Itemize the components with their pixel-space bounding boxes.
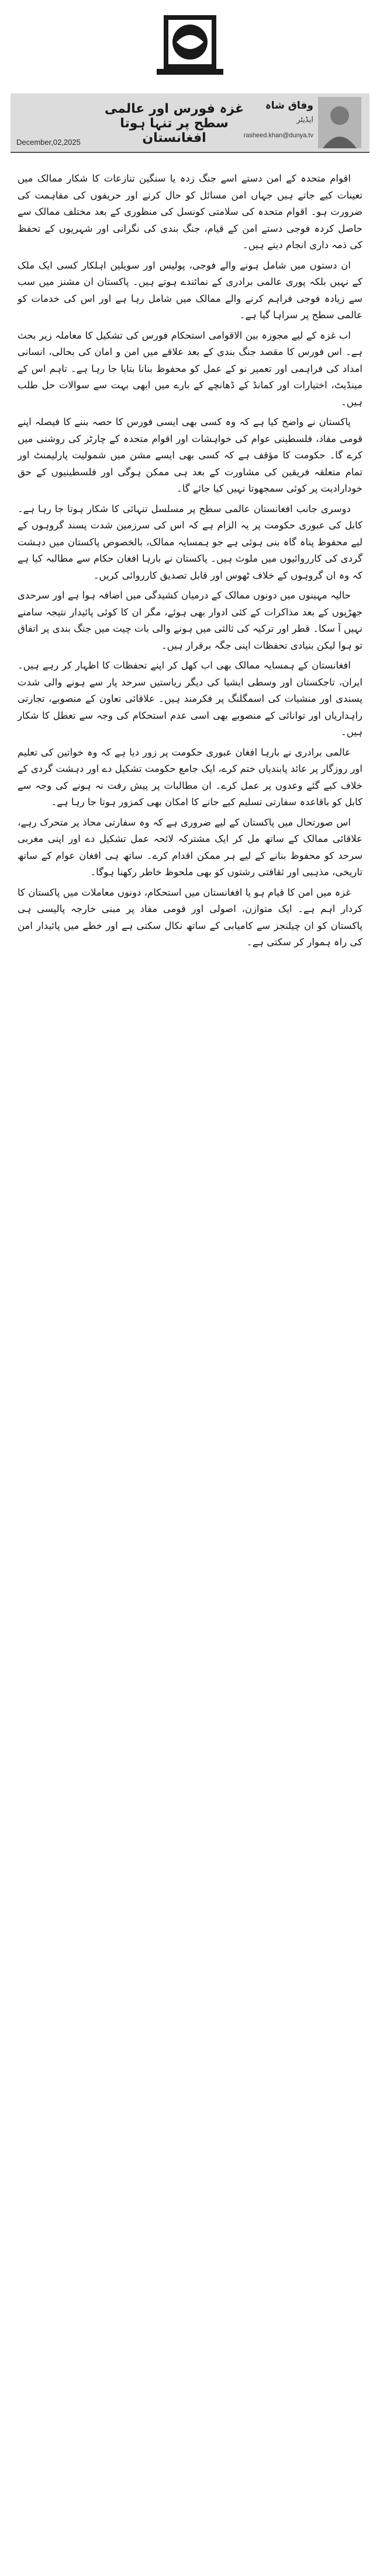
article-paragraph: عالمی برادری نے بارہا افغان عبوری حکومت پر زور دیا ہے کہ وہ خواتین کی تعلیم اور روزگار پر عائد پابندیاں ختم کرے، ایک جامع حکومت تشکیل دے اور دہشت گردی کے خلاف کیے گئے وعدوں پر عمل کرے۔ ان مطالبات پر پیش رفت نہ ہونے کی وجہ سے کابل کو باقاعدہ سفارتی تسلیم کیے جانے کا امکان بھی کمزور ہوتا جا رہا ہے۔ bbox=[18, 746, 362, 807]
author-role: ایڈیٹر bbox=[296, 116, 313, 124]
author-name: وفاق شاہ bbox=[265, 100, 313, 112]
article-paragraph: حالیہ مہینوں میں دونوں ممالک کے درمیان کشیدگی میں اضافہ ہوا ہے اور سرحدی جھڑپوں کے بعد مذاکرات کے کئی ادوار بھی ہوئے، مگر ان کا کوئی پائیدار نتیجہ سامنے نہیں آ سکا۔ قطر اور ترکیہ کی ثالثی میں ہونے والی بات چیت میں جنگ بندی پر اتفاق تو ہوا لیکن بنیادی تحفظات اپنی جگہ برقرار ہیں۔ bbox=[18, 590, 362, 651]
article-body bbox=[18, 170, 362, 955]
author-portrait-icon bbox=[318, 97, 361, 148]
author-email[interactable]: rasheed.khan@dunya.tv bbox=[243, 132, 313, 139]
article-paragraph: پاکستان نے واضح کیا ہے کہ وہ کسی بھی ایسی فورس کا حصہ بننے کا فیصلہ اپنے قومی مفاد، فلسطینی عوام کی خواہشات اور اقوام متحدہ کے چارٹر کی روشنی میں کرے گا۔ حکومت کا مؤقف ہے کہ کسی بھی ایسے مشن میں شمولیت پارلیمنٹ اور تمام متعلقہ فریقین کی مشاورت کے بعد ہی ممکن ہوگی اور فلسطینیوں کے حق خودارادیت پر کوئی سمجھوتا نہیں کیا جائے گا۔ bbox=[18, 416, 362, 494]
article-paragraph: ان دستوں میں شامل ہونے والے فوجی، پولیس اور سویلین اہلکار کسی ایک ملک کے نہیں بلکہ پوری عالمی برادری کے نمائندے ہوتے ہیں۔ پاکستان ان مشنز میں سب سے زیادہ فوجی فراہم کرنے والے ممالک میں شامل رہا ہے اور اس کی خدمات کو عالمی سطح پر سراہا گیا ہے۔ bbox=[18, 259, 362, 321]
publish-date: December,02,2025 bbox=[16, 138, 81, 147]
author-photo bbox=[318, 97, 361, 148]
article-paragraph: اب غزہ کے لیے مجوزہ بین الاقوامی استحکام فورس کی تشکیل کا معاملہ زیر بحث ہے۔ اس فورس کا مقصد جنگ بندی کے بعد علاقے میں امن و امان کی بحالی، انسانی امداد کی فراہمی اور تعمیر نو کے عمل کو محفوظ بنانا بتایا جا رہا ہے۔ تاہم اس کے مینڈیٹ، اختیارات اور کمانڈ کے ڈھانچے کے بارے میں ابھی بہت سے سوالات حل طلب ہیں۔ bbox=[18, 329, 362, 408]
article-paragraph: غزہ میں امن کا قیام ہو یا افغانستان میں استحکام، دونوں معاملات میں پاکستان کا کردار اہم ہے۔ ایک متوازن، اصولی اور قومی مفاد پر مبنی خارجہ پالیسی ہی پاکستان کو ان چیلنجز سے کامیابی کے ساتھ نکال سکتی ہے اور خطے میں پائیدار امن کی راہ ہموار کر سکتی ہے۔ bbox=[18, 886, 362, 948]
dunya-logo-icon bbox=[146, 11, 234, 81]
newspaper-logo bbox=[140, 5, 240, 86]
article-paragraph: اقوام متحدہ کے امن دستے اسے جنگ زدہ یا سنگین تنازعات کا شکار ممالک میں تعینات کیے جاتے ہیں جہاں امن مسائل کو حال کرنے اور حریفوں کی مفاہمت کی ضرورت ہو۔ اقوام متحدہ کی سلامتی کونسل کی منظوری کے بعد مختلف ممالک سے حاصل کردہ فوجی دستے امن کے قیام، جنگ بندی کی نگرانی اور شہریوں کے تحفظ کی ذمہ داری انجام دیتے ہیں۔ bbox=[18, 173, 362, 250]
article-banner bbox=[11, 93, 369, 153]
article-headline: غزہ فورس اور عالمی سطح پر تنہا ہوتا افغانستان bbox=[104, 102, 244, 145]
masthead bbox=[0, 0, 380, 158]
article-paragraph: افغانستان کے ہمسایہ ممالک بھی اب کھل کر اپنے تحفظات کا اظہار کر رہے ہیں۔ ایران، تاجکستان اور وسطی ایشیا کی دیگر ریاستیں سرحد پار سے ہونے والی شدت پسندی اور منشیات کی اسمگلنگ پر فکرمند ہیں۔ علاقائی تعاون کے منصوبے، تجارتی راہداریاں اور توانائی کے منصوبے بھی اسی عدم استحکام کی وجہ سے تعطل کا شکار ہیں۔ bbox=[18, 660, 362, 737]
article-paragraph: دوسری جانب افغانستان عالمی سطح پر مسلسل تنہائی کا شکار ہوتا جا رہا ہے۔ کابل کی عبوری حکومت پر یہ الزام ہے کہ اس کی سرزمین شدت پسند گروہوں کے لیے محفوظ پناہ گاہ بنی ہوئی ہے جو ہمسایہ ممالک، بالخصوص پاکستان میں دہشت گردی کی کارروائیوں میں ملوث ہیں۔ پاکستان نے بارہا افغان حکام سے مطالبہ کیا ہے کہ وہ ان گروہوں کے خلاف ٹھوس اور قابل تصدیق کارروائی کریں۔ bbox=[18, 503, 362, 581]
article-paragraph: اس صورتحال میں پاکستان کے لیے ضروری ہے کہ وہ سفارتی محاذ پر متحرک رہے، علاقائی ممالک کے ساتھ مل کر ایک مشترکہ لائحہ عمل تشکیل دے اور اپنی مغربی سرحد کو محفوظ بنانے کے لیے ہر ممکن اقدام کرے۔ ساتھ ہی افغان عوام کے ساتھ تاریخی، مذہبی اور ثقافتی رشتوں کو بھی ملحوظ خاطر رکھنا ہوگا۔ bbox=[18, 816, 362, 878]
